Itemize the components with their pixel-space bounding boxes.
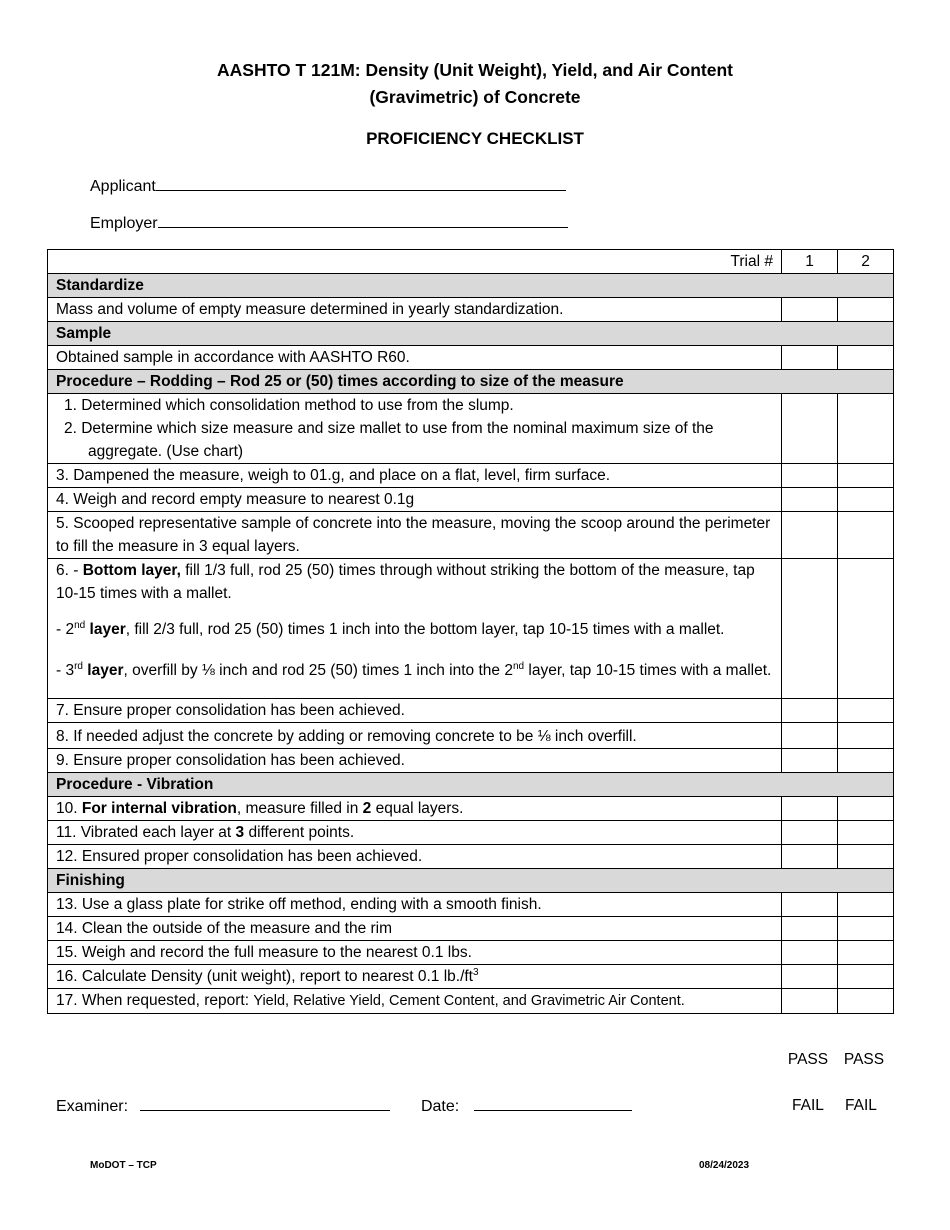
- step-5: 5. Scooped representative sample of concrete into the measure, moving the scoop around the perimeter to fill the measure in 3 equal layers.: [48, 512, 782, 559]
- examiner-line[interactable]: [140, 1096, 390, 1111]
- step-2: 2. Determine which size measure and size mallet to use from the nominal maximum size of the aggregate. (Use chart): [64, 420, 714, 460]
- applicant-label: Applicant: [90, 178, 156, 195]
- step-6b-bold: layer: [85, 621, 126, 638]
- table-row: [48, 893, 894, 917]
- step-6-prefix: 6. -: [56, 562, 83, 579]
- trial-1-cell[interactable]: [782, 845, 838, 869]
- step-16-text: 16. Calculate Density (unit weight), report to nearest 0.1 lb./ft: [56, 968, 473, 985]
- step-6-second-layer: [56, 618, 773, 641]
- step-6c-sup2: nd: [512, 660, 525, 672]
- section-finishing: Finishing: [48, 869, 894, 893]
- steps-1-2: [48, 394, 782, 464]
- table-row: [48, 749, 894, 773]
- trial-1-cell[interactable]: [782, 749, 838, 773]
- employer-label: Employer: [90, 215, 158, 232]
- step-6-text: fill 1/3 full, rod 25 (50) times through without striking the bottom of the measure, tap 10-15 times with a mallet.: [56, 562, 755, 602]
- trial-2-cell[interactable]: [838, 488, 894, 512]
- step-14: 14. Clean the outside of the measure and the rim: [48, 917, 782, 941]
- trial-2-cell[interactable]: [838, 723, 894, 749]
- table-row: [48, 797, 894, 821]
- trial-1-fail[interactable]: FAIL: [792, 1097, 824, 1114]
- trial-2-cell[interactable]: [838, 699, 894, 723]
- trial-2-cell[interactable]: [838, 559, 894, 699]
- step-11-prefix: 11. Vibrated each layer at: [56, 824, 236, 841]
- trial-1-cell[interactable]: [782, 821, 838, 845]
- step-6b-sup: nd: [74, 619, 86, 631]
- step-10-bold2: 2: [362, 800, 372, 817]
- footer-org: MoDOT – TCP: [90, 1160, 157, 1171]
- step-15: 15. Weigh and record the full measure to the nearest 0.1 lbs.: [48, 941, 782, 965]
- table-row: [48, 989, 894, 1014]
- step-6c-text1: , overfill by ⅛ inch and rod 25 (50) times 1 inch into the 2: [123, 662, 513, 679]
- step-6b-prefix: - 2: [56, 621, 75, 638]
- page-subtitle: PROFICIENCY CHECKLIST: [366, 129, 584, 148]
- step-16: [48, 965, 782, 989]
- table-row: [48, 821, 894, 845]
- trial-2-cell[interactable]: [838, 749, 894, 773]
- table-row: [48, 394, 894, 464]
- trial-2-cell[interactable]: [838, 346, 894, 370]
- trial-header-row: [48, 250, 894, 274]
- step-12: 12. Ensured proper consolidation has been achieved.: [48, 845, 782, 869]
- table-row: [48, 464, 894, 488]
- trial-1-cell[interactable]: [782, 965, 838, 989]
- trial-1-cell[interactable]: [782, 394, 838, 464]
- step-10-text2: equal layers.: [371, 800, 464, 817]
- section-standardize: Standardize: [48, 274, 894, 298]
- table-row: [48, 917, 894, 941]
- section-sample: Sample: [48, 322, 894, 346]
- step-10-bold: For internal vibration: [81, 800, 237, 817]
- trial-1-cell[interactable]: [782, 723, 838, 749]
- step-sample: Obtained sample in accordance with AASHTO R60.: [48, 346, 782, 370]
- step-7: 7. Ensure proper consolidation has been achieved.: [48, 699, 782, 723]
- date-line[interactable]: [474, 1096, 632, 1111]
- trial-1-cell[interactable]: [782, 298, 838, 322]
- trial-2-cell[interactable]: [838, 845, 894, 869]
- table-row: [48, 488, 894, 512]
- step-1: 1. Determined which consolidation method to use from the slump.: [64, 397, 514, 414]
- trial-2-cell[interactable]: [838, 464, 894, 488]
- trial-2-cell[interactable]: [838, 917, 894, 941]
- table-row: [48, 965, 894, 989]
- checklist-table: [47, 249, 894, 1014]
- table-row: [48, 559, 894, 699]
- step-11-bold: 3: [235, 824, 245, 841]
- trial-1-cell[interactable]: [782, 346, 838, 370]
- trial-1-cell[interactable]: [782, 941, 838, 965]
- trial-2-pass[interactable]: PASS: [843, 1051, 885, 1068]
- step-6-third-layer: [56, 659, 773, 682]
- trial-1-cell[interactable]: [782, 512, 838, 559]
- applicant-field: [90, 176, 566, 196]
- date-label: Date:: [420, 1098, 460, 1115]
- table-row: [48, 298, 894, 322]
- page-title-line-2: (Gravimetric) of Concrete: [369, 87, 581, 107]
- step-6c-bold: layer: [83, 662, 124, 679]
- examiner-label: Examiner:: [56, 1098, 129, 1115]
- step-10: [48, 797, 782, 821]
- step-6c-text2: layer, tap 10-15 times with a mallet.: [524, 662, 772, 679]
- trial-1-cell[interactable]: [782, 989, 838, 1014]
- trial-2-cell[interactable]: [838, 965, 894, 989]
- section-rodding: Procedure – Rodding – Rod 25 or (50) times according to size of the measure: [48, 370, 894, 394]
- table-row: [48, 845, 894, 869]
- step-10-text: , measure filled in: [236, 800, 363, 817]
- trial-2-cell[interactable]: [838, 989, 894, 1014]
- step-6c-sup: rd: [74, 660, 83, 672]
- step-17: [48, 989, 782, 1014]
- trial-2-cell[interactable]: [838, 394, 894, 464]
- table-row: [48, 699, 894, 723]
- footer-date: 08/24/2023: [699, 1160, 750, 1171]
- trial-1-cell[interactable]: [782, 699, 838, 723]
- trial-1-cell[interactable]: [782, 893, 838, 917]
- step-standardize: Mass and volume of empty measure determined in yearly standardization.: [48, 298, 782, 322]
- applicant-line[interactable]: [156, 176, 566, 191]
- trial-1-pass[interactable]: PASS: [787, 1051, 829, 1068]
- step-17-small: Yield, Relative Yield, Cement Content, and Gravimetric Air Content.: [253, 993, 685, 1009]
- trial-2-header: 2: [838, 250, 894, 274]
- trial-1-cell[interactable]: [782, 917, 838, 941]
- trial-1-cell[interactable]: [782, 559, 838, 699]
- step-8: 8. If needed adjust the concrete by adding or removing concrete to be ⅛ inch overfill.: [48, 723, 782, 749]
- trial-1-cell[interactable]: [782, 797, 838, 821]
- step-4: 4. Weigh and record empty measure to nearest 0.1g: [48, 488, 782, 512]
- table-row: [48, 346, 894, 370]
- trial-2-cell[interactable]: [838, 893, 894, 917]
- step-3: 3. Dampened the measure, weigh to 01.g, and place on a flat, level, firm surface.: [48, 464, 782, 488]
- employer-line[interactable]: [158, 213, 568, 228]
- step-13: 13. Use a glass plate for strike off method, ending with a smooth finish.: [48, 893, 782, 917]
- table-row: [48, 512, 894, 559]
- trial-2-cell[interactable]: [838, 821, 894, 845]
- employer-field: [90, 213, 568, 233]
- step-6c-prefix: - 3: [56, 662, 75, 679]
- trial-1-cell[interactable]: [782, 464, 838, 488]
- step-16-sup: 3: [473, 966, 479, 978]
- step-11: [48, 821, 782, 845]
- section-vibration: Procedure - Vibration: [48, 773, 894, 797]
- step-6-bold: Bottom layer,: [82, 562, 181, 579]
- trial-1-cell[interactable]: [782, 488, 838, 512]
- step-9: 9. Ensure proper consolidation has been achieved.: [48, 749, 782, 773]
- trial-2-cell[interactable]: [838, 941, 894, 965]
- step-10-prefix: 10.: [56, 800, 82, 817]
- step-11-text: different points.: [244, 824, 355, 841]
- trial-2-fail[interactable]: FAIL: [845, 1097, 877, 1114]
- trial-2-cell[interactable]: [838, 512, 894, 559]
- examiner-row: [56, 1096, 632, 1116]
- table-row: [48, 941, 894, 965]
- trial-2-cell[interactable]: [838, 298, 894, 322]
- page-title-line-1: AASHTO T 121M: Density (Unit Weight), Yield, and Air Content: [217, 60, 733, 80]
- step-6b-text: , fill 2/3 full, rod 25 (50) times 1 inch into the bottom layer, tap 10-15 times with a mallet.: [125, 621, 725, 638]
- step-6: [48, 559, 782, 699]
- trial-2-cell[interactable]: [838, 797, 894, 821]
- trial-label: Trial #: [48, 250, 782, 274]
- step-17-prefix: 17. When requested, report:: [56, 992, 254, 1009]
- table-row: [48, 723, 894, 749]
- trial-1-header: 1: [782, 250, 838, 274]
